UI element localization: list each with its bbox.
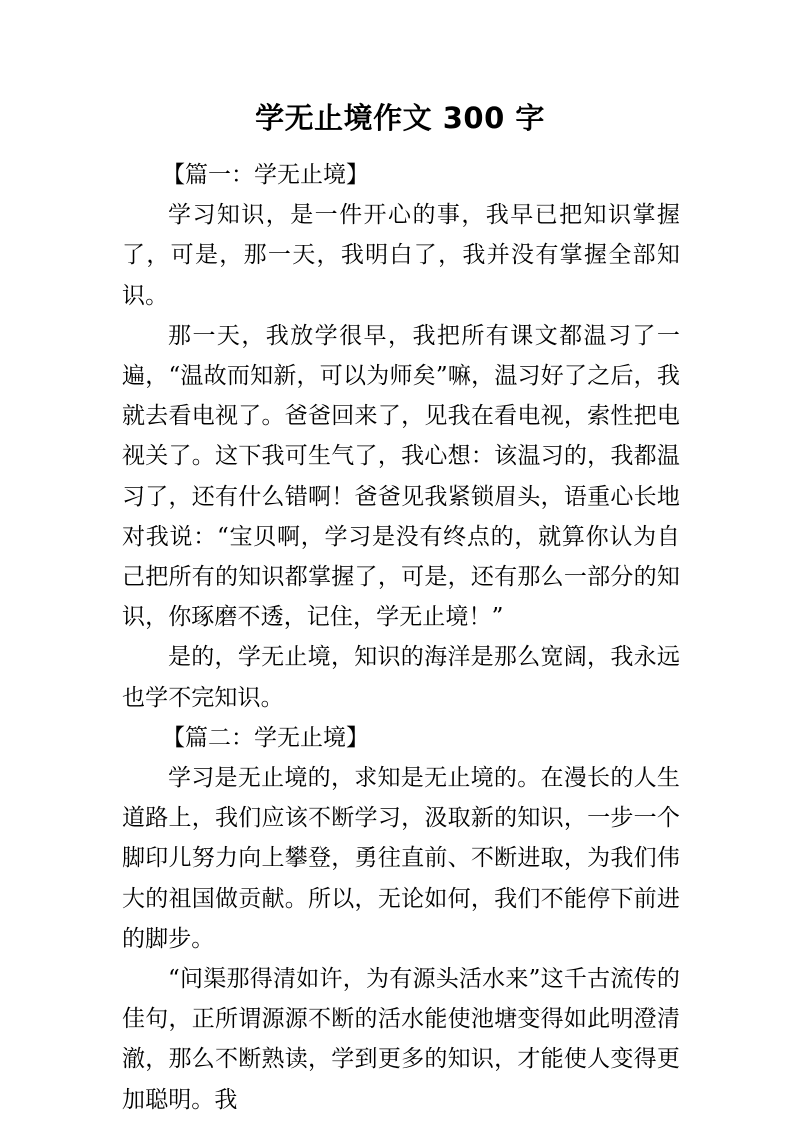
paragraph: 学习是无止境的，求知是无止境的。在漫长的人生道路上，我们应该不断学习，汲取新的知识，一步一个脚印儿努力向上攀登，勇往直前、不断进取，为我们伟大的祖国做贡献。所以，无论如何，我们不能停下前进的脚步。 (122, 765, 680, 952)
section-heading-2: 【篇二：学无止境】 (162, 724, 369, 751)
document-body (122, 155, 680, 1120)
paragraph: 那一天，我放学很早，我把所有课文都温习了一遍，“温故而知新，可以为师矣”嘛，温习好了之后，我就去看电视了。爸爸回来了，见我在看电视，索性把电视关了。这下我可生气了，我心想：该温习的，我都温习了，还有什么错啊！爸爸见我紧锁眉头，语重心长地对我说：“宝贝啊，学习是没有终点的，就算你认为自己把所有的知识都掌握了，可是，还有那么一部分的知识，你琢磨不透，记住，学无止境！” (122, 322, 680, 631)
paragraph: “问渠那得清如许，为有源头活水来”这千古流传的佳句，正所谓源源不断的活水能使池塘变得如此明澄清澈，那么不断熟读，学到更多的知识，才能使人变得更加聪明。我 (122, 966, 680, 1113)
section-heading-1: 【篇一：学无止境】 (162, 162, 369, 188)
paragraph: 学习知识，是一件开心的事，我早已把知识掌握了，可是，那一天，我明白了，我并没有掌握全部知识。 (122, 202, 680, 309)
document-title: 学无止境作文 300 字 (255, 101, 545, 135)
paragraph: 是的，学无止境，知识的海洋是那么宽阔，我永远也学不完知识。 (122, 644, 680, 711)
